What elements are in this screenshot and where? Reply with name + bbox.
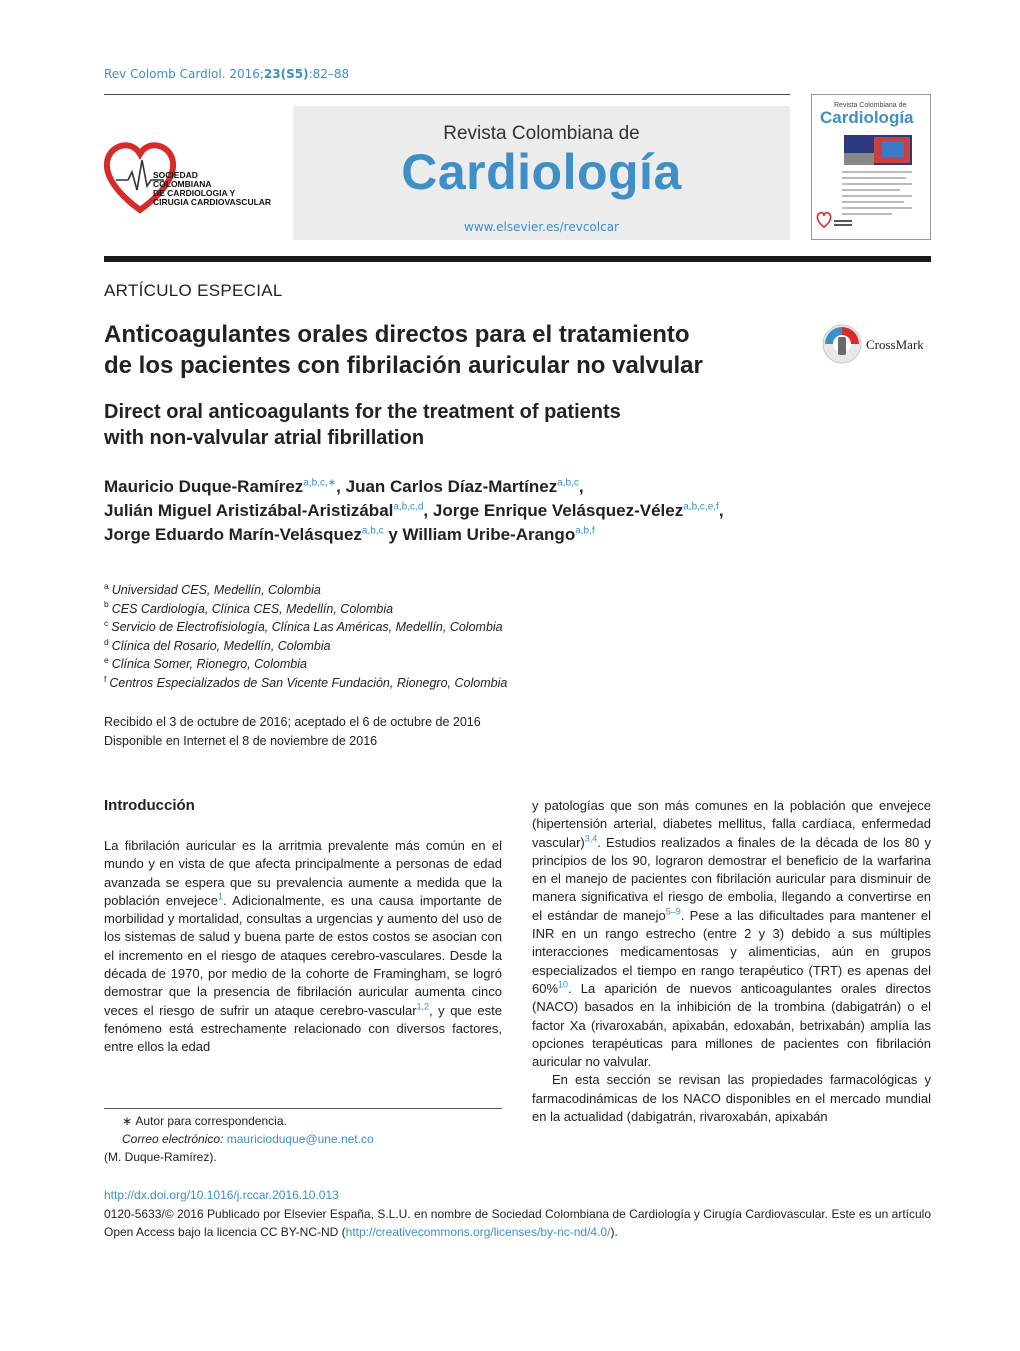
title-es-line: Anticoagulantes orales directos para el tratamiento [104,321,690,348]
affiliation-key: b [104,599,109,610]
author-separator: y [383,525,403,544]
paragraph-text: , y que este fenómeno está estrechamente relacionado con diversos factores, entre ellos la edad [104,1002,502,1055]
crossmark-label: CrossMark [866,337,924,352]
affiliation-key: e [104,655,109,666]
body-column-left [104,837,502,1057]
author-affiliation-refs[interactable]: a,b,c,e,f [683,501,719,513]
received-date: Recibido el 3 de octubre de 2016; aceptado el 6 de octubre de 2016 [104,715,481,729]
footnote-marker: ∗ [122,1114,133,1128]
reference-link[interactable]: 1,2 [416,1001,430,1012]
affiliation-text: Centros Especializados de San Vicente Fundación, Rionegro, Colombia [109,675,508,690]
reference-link[interactable]: 5–9 [665,906,681,917]
reference-link[interactable]: 1 [217,891,223,902]
author-affiliation-refs[interactable]: a,b,c [557,477,579,489]
affiliations-list [104,581,804,693]
footnote-line [104,1112,502,1130]
society-line: CIRUGIA CARDIOVASCULAR [153,197,272,207]
citation-prefix: Rev Colomb Cardiol. 2016; [104,67,264,81]
author-separator: , [336,477,346,496]
journal-masthead [293,106,790,240]
body-column-right [532,797,931,1126]
journal-citation[interactable] [104,67,349,81]
author-affiliation-refs[interactable]: a,b,c [361,525,384,537]
paragraph-text: . La aparición de nuevos anticoagulantes orales directos (NACO) basados en la inhibición de la trombina (dabigatrán) o el factor Xa (rivaroxabán, apixabán, edoxabán, betrixabán) amplía las opciones terapéuticas para millones de pacientes con fibrilación auricular no valvular. [532,980,931,1070]
affiliation-item [104,618,804,637]
author-affiliation-refs[interactable]: a,b,f [575,525,595,537]
email-label: Correo electrónico: [122,1132,224,1146]
footnote-corresponding: Autor para correspondencia. [135,1114,287,1128]
affiliation-item [104,674,804,693]
reference-link[interactable]: 3,4 [584,833,598,844]
affiliation-text: Servicio de Electrofisiología, Clínica Las Américas, Medellín, Colombia [111,620,503,635]
journal-cover-thumbnail[interactable] [811,94,931,240]
title-es-line: de los pacientes con fibrilación auricular no valvular [104,352,703,379]
introduction-heading: Introducción [104,797,195,814]
author-name[interactable]: Jorge Eduardo Marín-Velásquez [104,525,362,544]
author-name[interactable]: Jorge Enrique Velásquez-Vélez [432,501,684,520]
reference-link[interactable]: 10 [558,979,569,990]
header-divider [104,94,790,95]
affiliation-item [104,637,804,656]
journal-name: Cardiología [401,144,682,200]
affiliation-key: c [104,618,109,629]
author-affiliation-refs[interactable]: a,b,c,d [393,501,424,513]
doi-link[interactable]: http://dx.doi.org/10.1016/j.rccar.2016.10.013 [104,1188,339,1202]
author-separator: , [718,501,724,520]
paragraph-text: y patologías que son más comunes en la población que envejece (hipertensión arterial, diabetes mellitus, falla cardíaca, enfermedad vascular) [532,798,931,850]
cover-title: Cardiología [820,108,914,127]
paragraph [104,837,502,1057]
affiliation-key: f [104,673,107,684]
affiliation-item [104,581,804,600]
journal-prefix: Revista Colombiana de [443,123,640,144]
paragraph-text: En esta sección se revisan las propiedades farmacológicas y farmacodinámicas de los NACO disponibles en el mercado mundial en la actualidad (dabigatrán, rivaroxabán, apixabán [532,1072,931,1125]
header-thick-divider [104,256,931,262]
citation-volume: 23(S5) [263,67,309,81]
footnote-line [104,1130,502,1148]
crossmark-badge[interactable] [822,323,934,365]
paragraph [532,1071,931,1126]
paragraph-text: . Adicionalmente, es una causa importante de morbilidad y mortalidad, consultas a urgencias y aumento del uso de los sistemas de salud y buena parte de estos costos se asocian con el incremento en el riesgo de ataques cerebro-vasculares. Desde la década de 1970, por medio de la cohorte de Framingham, se logró demostrar que la presencia de fibrilación auricular aumenta cinco veces el riesgo de sufrir un ataque cerebro-vascular [104,892,502,1018]
article-type: ARTÍCULO ESPECIAL [104,281,283,300]
crossmark-icon [822,323,934,365]
author-separator: , [578,477,584,496]
society-line: COLOMBIANA [153,179,212,189]
author-affiliation-refs[interactable]: a,b,c,∗ [303,477,337,489]
license-end: ). [610,1225,618,1239]
email-link[interactable]: mauricioduque@une.net.co [226,1132,374,1146]
author-list [104,475,934,547]
society-line: SOCIEDAD [153,170,198,180]
author-name[interactable]: Mauricio Duque-Ramírez [104,477,304,496]
affiliation-key: d [104,636,109,647]
title-spanish [104,319,804,381]
article-dates [104,713,481,750]
footnote-divider [104,1108,502,1109]
society-line: DE CARDIOLOGIA Y [153,188,236,198]
footnote-author-name: (M. Duque-Ramírez). [104,1150,217,1164]
journal-url-link[interactable]: www.elsevier.es/revcolcar [464,220,619,234]
title-en-line: Direct oral anticoagulants for the treatment of patients [104,401,621,423]
affiliation-text: CES Cardiología, Clínica CES, Medellín, Colombia [111,601,394,616]
affiliation-item [104,600,804,619]
corresponding-author-footnote [104,1112,502,1166]
license-text: 0120-5633/© 2016 Publicado por Elsevier España, S.L.U. en nombre de Sociedad Colombiana de Cardiología y Cirugía Cardiovascular. Este es un artículo Open Access bajo la licencia CC BY-NC-ND ( [104,1207,931,1239]
license-statement [104,1205,931,1241]
journal-cover-image [812,95,931,240]
license-url-link[interactable]: http://creativecommons.org/licenses/by-nc-nd/4.0/ [345,1225,611,1239]
title-english [104,399,804,451]
affiliation-key: a [104,580,109,591]
title-en-line: with non-valvular atrial fibrillation [104,427,425,449]
affiliation-text: Clínica del Rosario, Medellín, Colombia [111,638,331,653]
paragraph-text: . Pese a las dificultades para mantener el INR en un rango estrecho (entre 2 y 3) debido a sus múltiples interacciones medicamentosas y alimenticias, aún en grupos especializados el tiempo en rango terapéutico (TRT) es apenas del 60% [532,907,931,996]
citation-pages: :82–88 [308,67,350,81]
paragraph-text: . Estudios realizados a finales de la década de los 80 y principios de los 90, lograron demostrar el beneficio de la warfarina en el manejo de pacientes con fibrilación auricular para disminuir de manera significativa el riesgo de embolia, llegando a convertirse en el estándar de manejo [532,834,931,923]
author-name[interactable]: Juan Carlos Díaz-Martínez [345,477,558,496]
paragraph-text: La fibrilación auricular es la arritmia prevalente más común en el mundo y en vista de que afecta principalmente a personas de edad avanzada se espera que su prevalencia aumente a medida que la población envejece [104,838,502,908]
affiliation-text: Clínica Somer, Rionegro, Colombia [111,657,307,672]
society-name [153,171,271,207]
online-date: Disponible en Internet el 8 de noviembre de 2016 [104,733,378,748]
author-separator: , [423,501,433,520]
author-name[interactable]: Julián Miguel Aristizábal-Aristizábal [104,501,394,520]
affiliation-item [104,655,804,674]
paragraph [532,797,931,1071]
affiliation-text: Universidad CES, Medellín, Colombia [111,583,321,597]
author-name[interactable]: William Uribe-Arango [402,525,576,544]
cover-title-small: Revista Colombiana de [834,102,907,109]
